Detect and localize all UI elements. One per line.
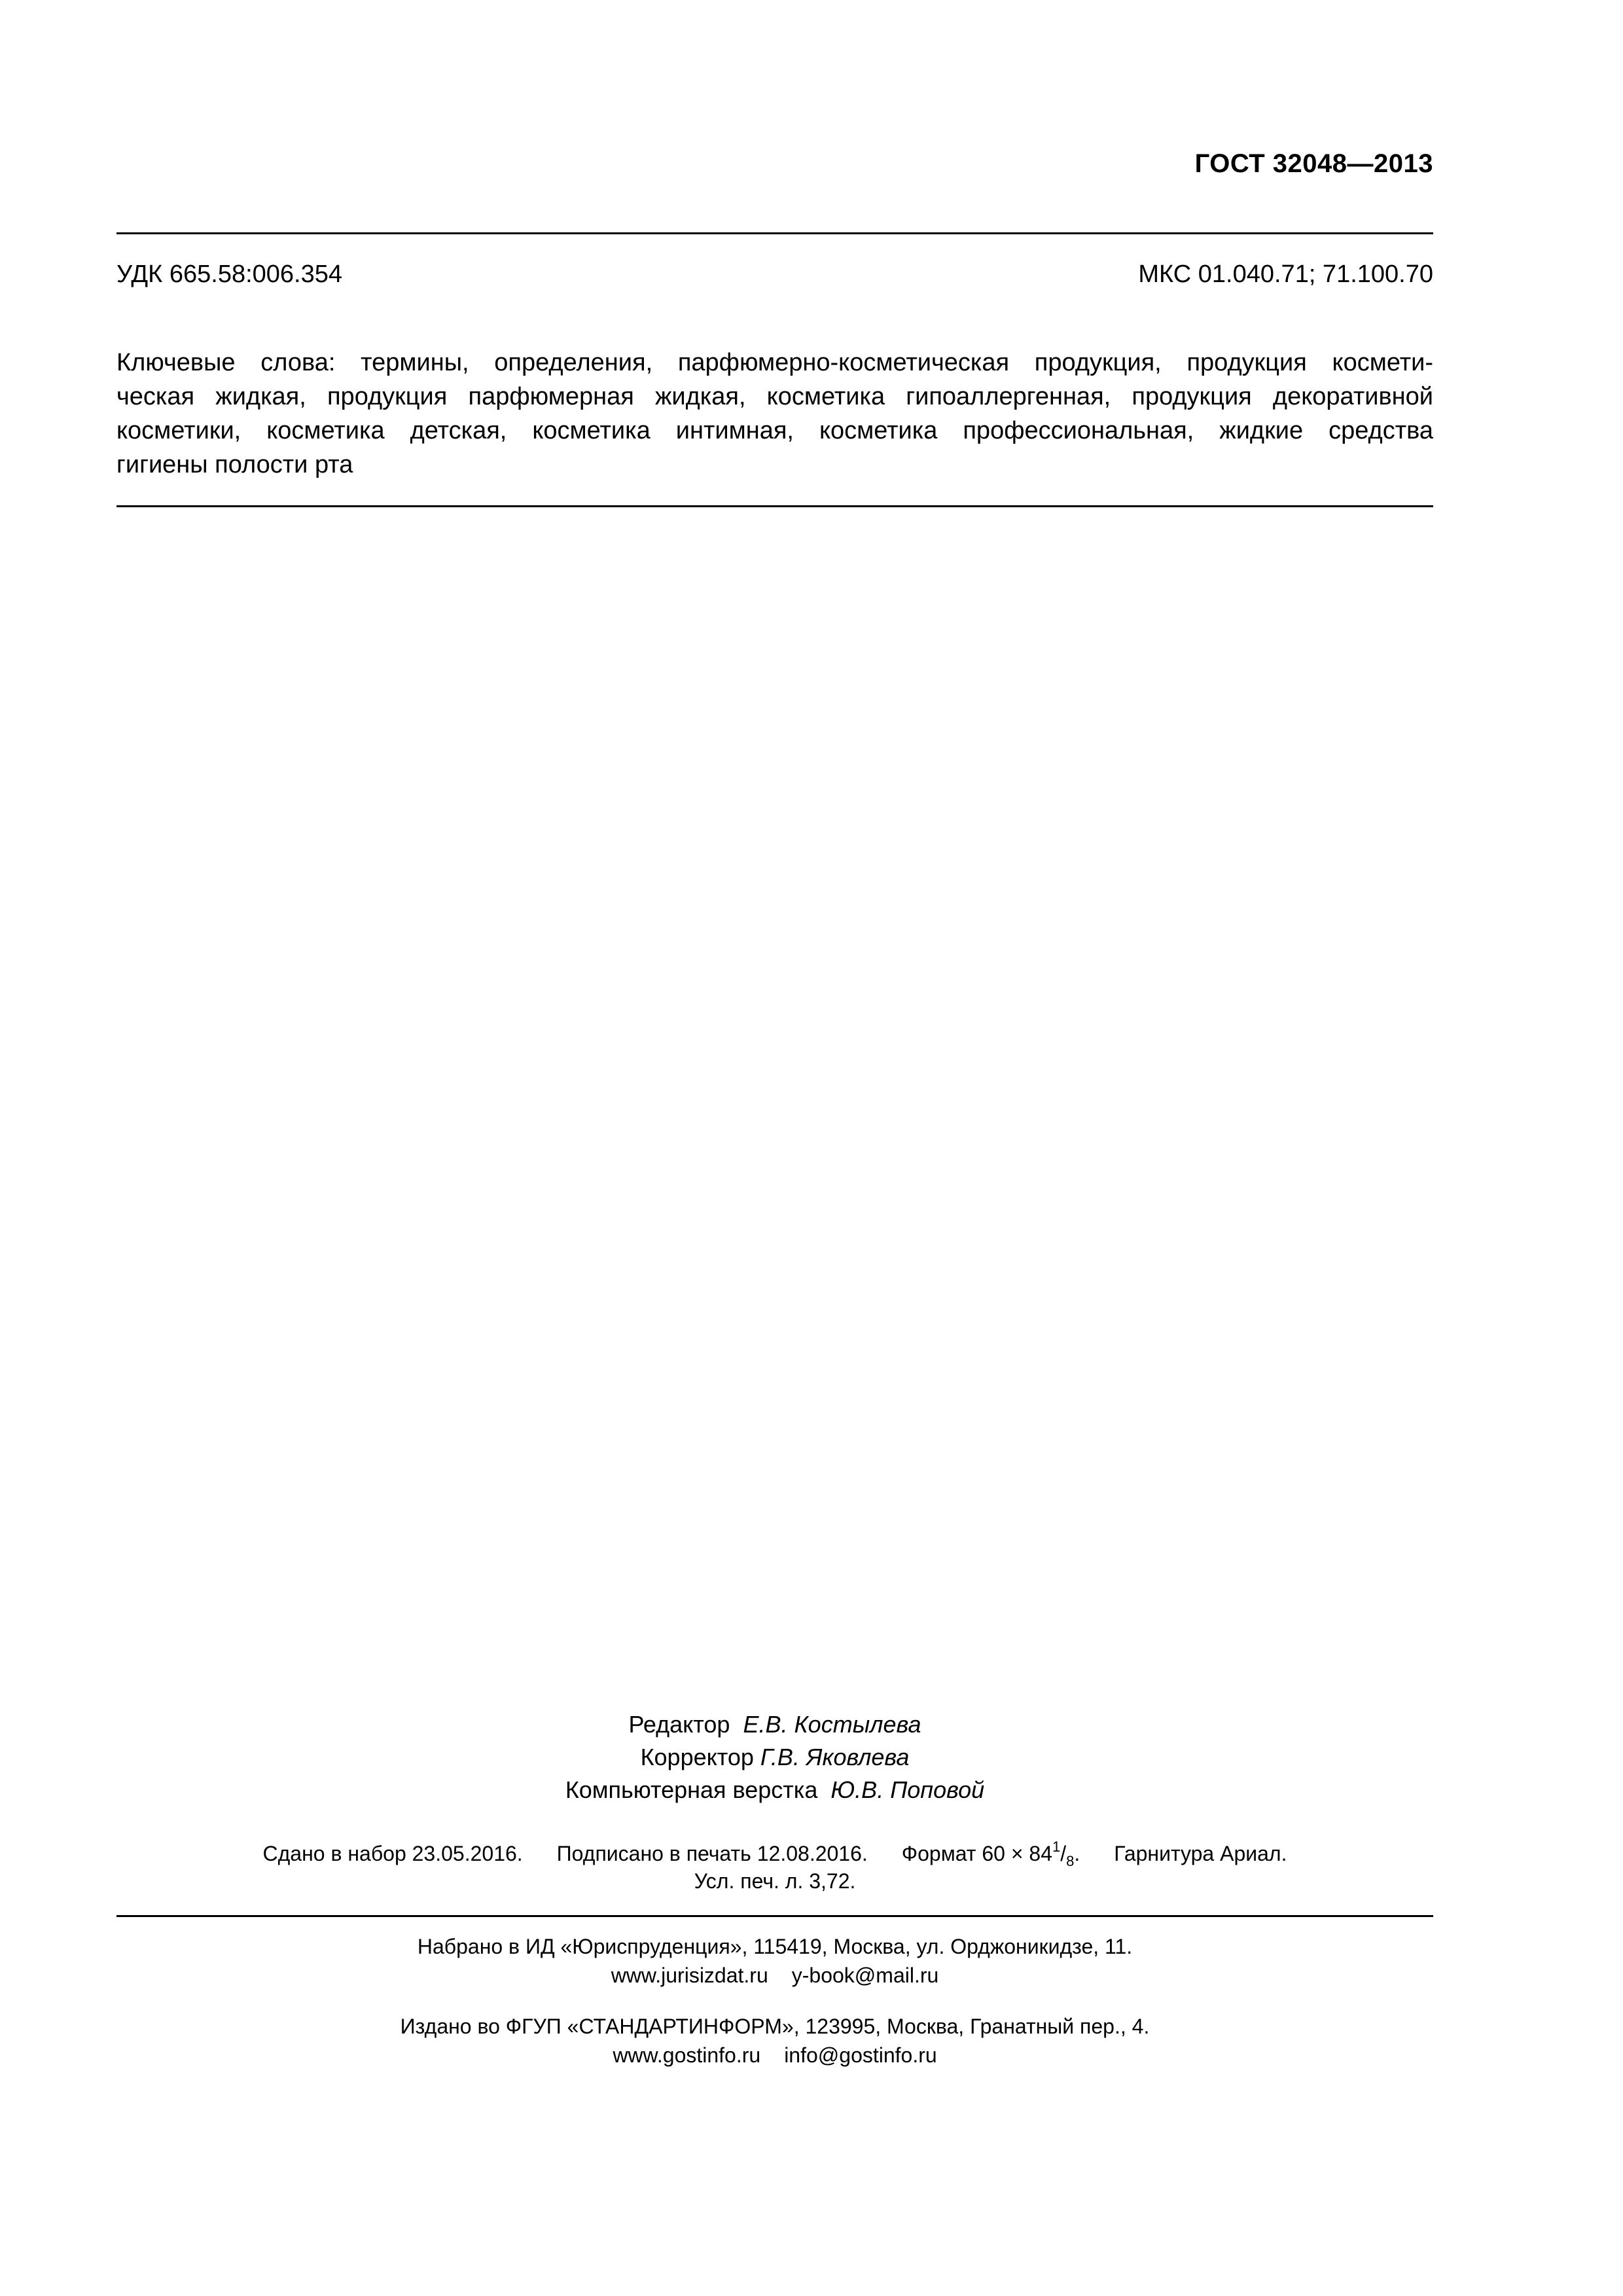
proofreader-name: Г.В. Яковлева	[760, 1744, 910, 1770]
publisher-email-link[interactable]: info@gostinfo.ru	[784, 2043, 937, 2067]
publisher-website-link[interactable]: www.gostinfo.ru	[613, 2043, 761, 2067]
proofreader-label: Корректор	[640, 1744, 754, 1770]
imprint-block	[0, 1840, 1550, 1895]
layout-label: Компьютерная верстка	[565, 1776, 818, 1803]
layout-name: Ю.В. Поповой	[830, 1776, 985, 1803]
layout-line	[0, 1774, 1550, 1806]
format-slash: /	[1060, 1842, 1067, 1865]
editor-label: Редактор	[628, 1711, 730, 1738]
sheets-info: Усл. печ. л. 3,72.	[694, 1869, 856, 1893]
editor-line	[0, 1708, 1550, 1741]
publisher-text: Издано во ФГУП «СТАНДАРТИНФОРМ», 123995, Москва, Гранатный пер., 4.	[400, 2015, 1150, 2038]
imprint-line	[0, 1840, 1550, 1867]
signed-date: Подписано в печать 12.08.2016.	[556, 1842, 868, 1865]
udk-code: УДК 665.58:006.354	[116, 260, 343, 288]
format-info	[901, 1839, 1080, 1869]
keywords-line: ческая жидкая, продукция парфюмерная жидкая, косметика гипоаллергенная, продукция декоративной	[116, 383, 1433, 410]
proofreader-line	[0, 1741, 1550, 1774]
keywords-divider	[116, 505, 1433, 507]
top-divider	[116, 232, 1433, 234]
typeset-contacts	[0, 1961, 1550, 1990]
typeface-info: Гарнитура Ариал.	[1114, 1842, 1287, 1865]
keywords-paragraph	[116, 346, 1433, 482]
format-suffix: .	[1074, 1842, 1080, 1865]
typeset-block	[0, 1932, 1550, 1990]
typeset-text: Набрано в ИД «Юриспруденция», 115419, Москва, ул. Орджоникидзе, 11.	[417, 1935, 1133, 1958]
editor-name: Е.В. Костылева	[743, 1711, 921, 1738]
keywords-line: косметики, косметика детская, косметика интимная, косметика профессиональная, жидкие средства	[116, 417, 1433, 444]
publisher-contacts	[0, 2041, 1550, 2070]
format-sup: 1	[1052, 1839, 1061, 1855]
mks-code: МКС 01.040.71; 71.100.70	[1138, 260, 1433, 288]
format-sub: 8	[1066, 1853, 1075, 1869]
imprint-divider	[116, 1915, 1433, 1917]
publisher-block	[0, 2012, 1550, 2070]
keywords-line: Ключевые слова: термины, определения, парфюмерно-косметическая продукция, продукция космети-	[116, 349, 1433, 376]
typeset-email-link[interactable]: y-book@mail.ru	[791, 1964, 939, 1987]
submitted-date: Сдано в набор 23.05.2016.	[262, 1842, 523, 1865]
standard-code: ГОСТ 32048—2013	[1194, 149, 1433, 178]
format-prefix: Формат 60 × 84	[901, 1842, 1052, 1865]
credits-block	[0, 1708, 1550, 1806]
typeset-website-link[interactable]: www.jurisizdat.ru	[611, 1964, 768, 1987]
keywords-line: гигиены полости рта	[116, 451, 353, 478]
